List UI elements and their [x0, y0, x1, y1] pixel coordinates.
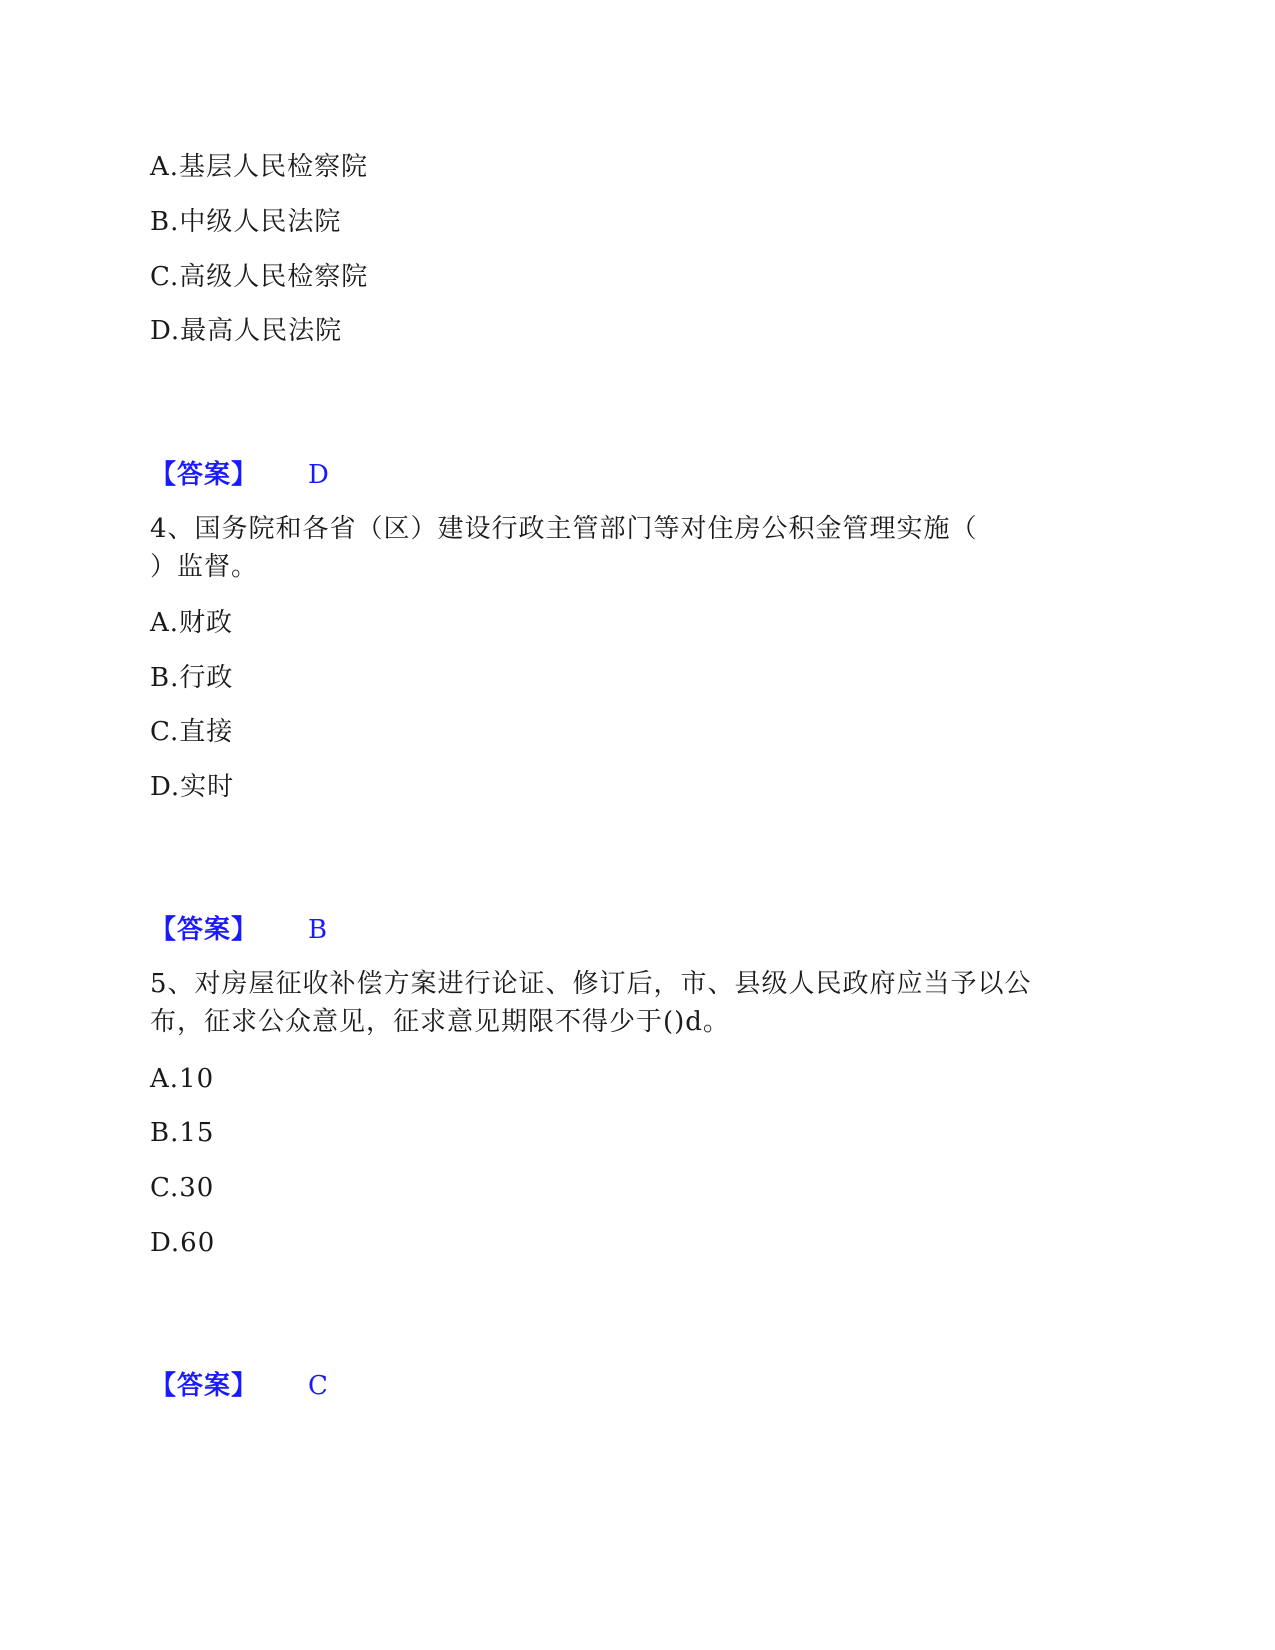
q3-option-b: B.中级人民法院: [150, 207, 342, 237]
q4-answer-label: 【答案】: [150, 915, 259, 945]
q4-answer-value: B: [308, 915, 328, 945]
q4-option-c: C.直接: [150, 717, 234, 747]
q5-option-b: B.15: [150, 1118, 215, 1148]
q5-answer-value: C: [308, 1371, 328, 1401]
q5-stem-line1: 5、对房屋征收补偿方案进行论证、修订后，市、县级人民政府应当予以公: [150, 969, 1032, 999]
q3-option-a: A.基层人民检察院: [150, 152, 369, 182]
q4-option-d: D.实时: [150, 772, 235, 802]
q4-option-a: A.财政: [150, 608, 234, 638]
q5-option-d: D.60: [150, 1228, 216, 1258]
q5-answer-label: 【答案】: [150, 1371, 259, 1401]
q3-answer-label: 【答案】: [150, 460, 259, 490]
q3-answer-value: D: [308, 460, 329, 490]
q5-stem-line2: 布，征求公众意见，征求意见期限不得少于()d。: [150, 1007, 730, 1037]
q3-option-c: C.高级人民检察院: [150, 262, 369, 292]
q4-option-b: B.行政: [150, 663, 234, 693]
q5-option-a: A.10: [150, 1064, 215, 1094]
q4-stem-line1: 4、国务院和各省（区）建设行政主管部门等对住房公积金管理实施（: [150, 514, 978, 544]
q3-option-d: D.最高人民法院: [150, 316, 343, 346]
q5-option-c: C.30: [150, 1173, 215, 1203]
q4-stem-line2: ）监督。: [150, 552, 259, 582]
